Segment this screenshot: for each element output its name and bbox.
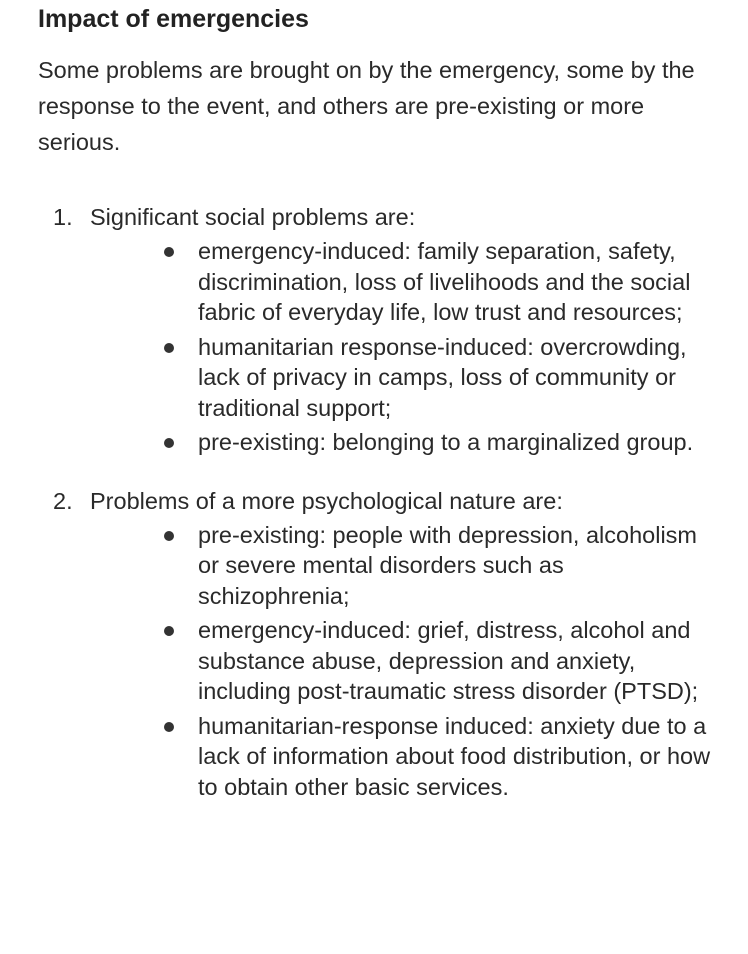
bullet-item [90,711,718,803]
bullet-text: emergency-induced: grief, distress, alcohol and substance abuse, depression and anxiety, including post-traumatic stress disorder (PTSD); [198,617,699,704]
bullet-icon [164,247,174,257]
numbered-list [38,202,728,802]
intro-paragraph: Some problems are brought on by the emergency, some by the response to the event, and others are pre-existing or more serious. [38,57,695,155]
bullet-icon [164,343,174,353]
list-item-social-problems [38,202,728,458]
bullet-text: pre-existing: belonging to a marginalized group. [198,429,694,455]
article [38,0,728,802]
bullet-item [90,427,718,458]
bullet-item [90,615,718,707]
list-item-heading: Problems of a more psychological nature are: [90,487,563,514]
bullet-item [90,332,718,424]
bullet-icon [164,531,174,541]
bullet-icon [164,722,174,732]
bullet-icon [164,626,174,636]
bullet-text: humanitarian response-induced: overcrowding, lack of privacy in camps, loss of community or traditional support; [198,333,687,421]
bullet-item [90,520,718,612]
list-number: 2. [53,487,73,514]
bullet-text: emergency-induced: family separation, safety, discrimination, loss of livelihoods and the social fabric of everyday life, low trust and resources; [198,238,691,325]
bullet-list [90,520,728,803]
bullet-text: pre-existing: people with depression, alcoholism or severe mental disorders such as schizophrenia; [198,521,697,609]
page-title: Impact of emergencies [38,5,309,33]
bullet-item [90,236,718,328]
bullet-list [90,236,728,458]
list-item-psychological-problems [38,486,728,803]
list-number: 1. [53,204,73,230]
list-item-heading: Significant social problems are: [90,204,416,230]
bullet-text: humanitarian-response induced: anxiety due to a lack of information about food distribution, or how to obtain other basic services. [198,712,711,800]
bullet-icon [164,438,174,448]
